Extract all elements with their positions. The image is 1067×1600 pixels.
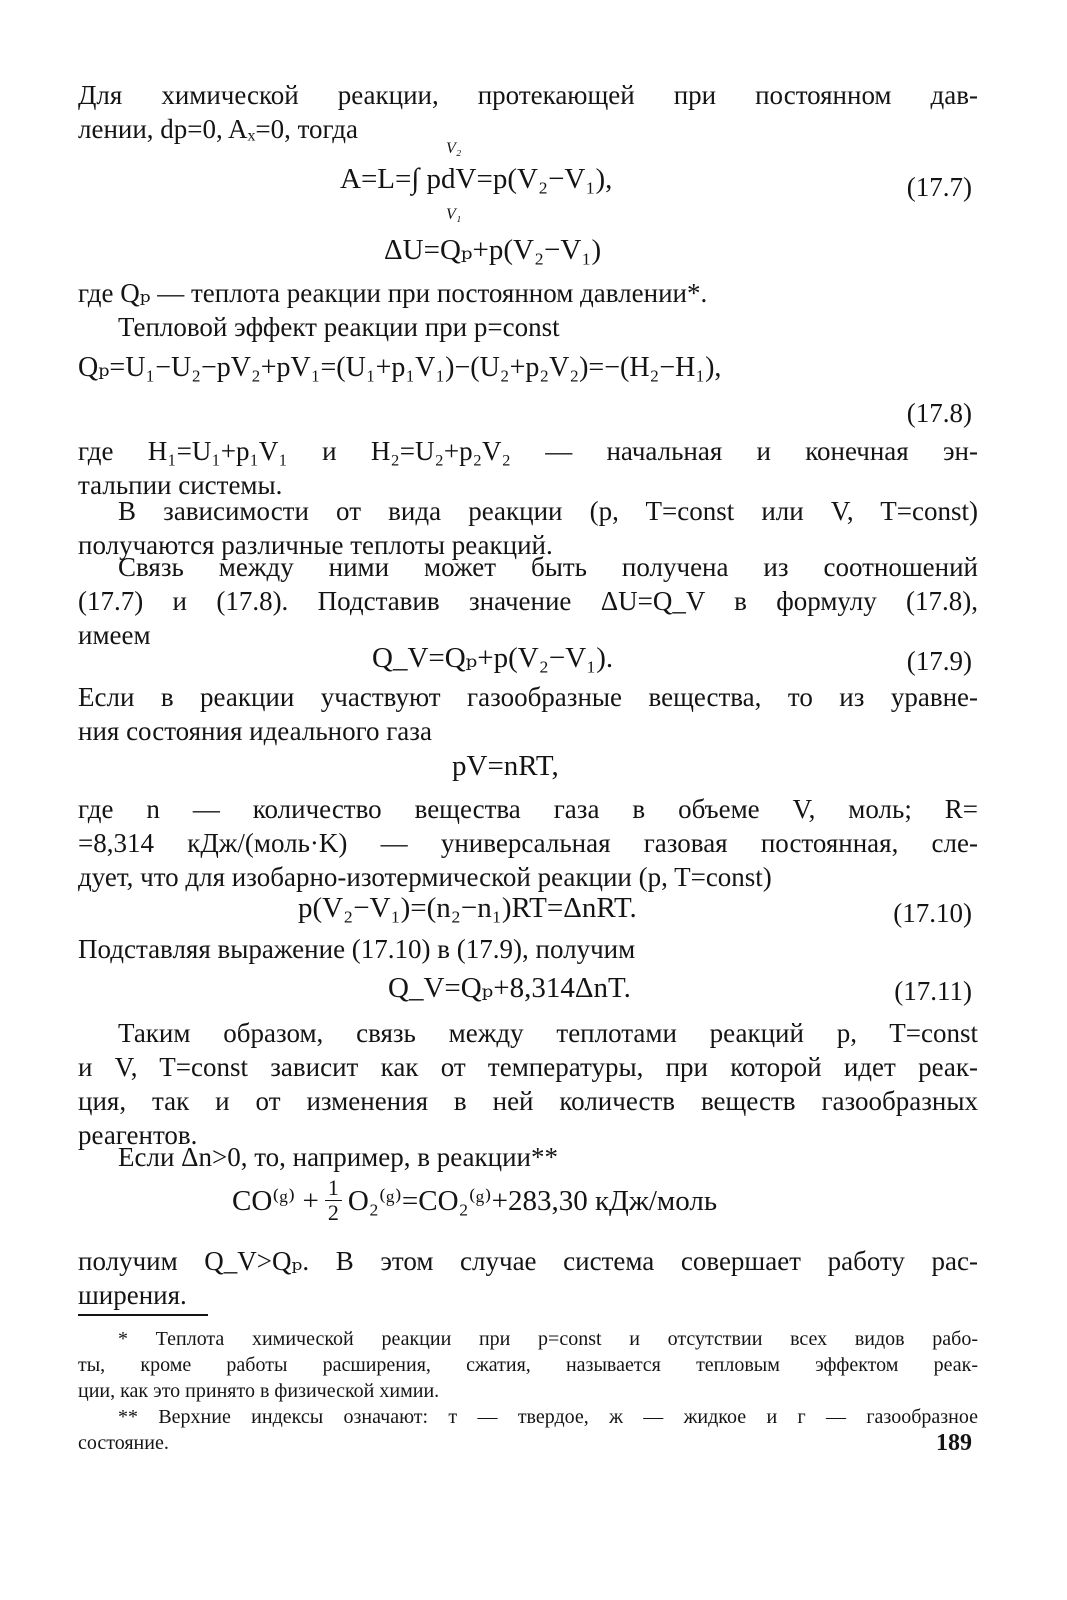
equation-co-combustion bbox=[232, 1176, 717, 1225]
page-number: 189 bbox=[936, 1430, 972, 1456]
paragraph-qp-definition bbox=[78, 276, 978, 344]
text-line: реагентов. bbox=[78, 1120, 198, 1150]
text-line: тальпии системы. bbox=[78, 470, 283, 500]
text-line: где H₁=U₁+p₁V₁ и H₂=U₂+p₂V₂ — начальная и конечная эн- bbox=[78, 436, 978, 466]
text-line: (17.7) и (17.8). Подставив значение ΔU=Q_V в формулу (17.8), bbox=[78, 586, 978, 616]
integral-lower-limit: V₁ bbox=[446, 206, 462, 223]
text-line: Если Δn>0, то, например, в реакции** bbox=[118, 1142, 558, 1172]
text-line: Тепловой эффект реакции при p=const bbox=[118, 312, 560, 342]
fraction-one-half bbox=[325, 1176, 342, 1225]
equation-17-10: p(V₂−V₁)=(n₂−n₁)RT=ΔnRT. bbox=[298, 892, 637, 924]
text-line: Таким образом, связь между теплотами реакций p, T=const bbox=[118, 1018, 978, 1048]
text-line: состояние. bbox=[78, 1432, 169, 1454]
paragraph-expansion-work bbox=[78, 1244, 978, 1312]
footnote-divider bbox=[78, 1314, 208, 1316]
text-line: ширения. bbox=[78, 1280, 187, 1310]
paragraph-example bbox=[78, 1140, 978, 1174]
fraction-numerator: 1 bbox=[325, 1176, 342, 1201]
integral-upper-limit: V₂ bbox=[446, 140, 462, 157]
paragraph-enthalpy bbox=[78, 434, 978, 502]
text-line: и V, T=const зависит как от температуры, при которой идет реак- bbox=[78, 1052, 978, 1082]
text-line: Для химической реакции, протекающей при постоянном дав- bbox=[78, 80, 978, 110]
reaction-left: CO⁽ᵍ⁾ + bbox=[232, 1185, 319, 1217]
text-line: где n — количество вещества газа в объеме V, моль; R= bbox=[78, 794, 978, 824]
reaction-right: O₂⁽ᵍ⁾=CO₂⁽ᵍ⁾+283,30 кДж/моль bbox=[347, 1185, 718, 1217]
text-line: Если в реакции участвуют газообразные вещества, то из уравне- bbox=[78, 682, 978, 712]
text-line: ния состояния идеального газа bbox=[78, 716, 432, 746]
equation-number: (17.9) bbox=[906, 646, 972, 676]
text-line: получаются различные теплоты реакций. bbox=[78, 530, 553, 560]
paragraph-gases bbox=[78, 680, 978, 748]
equation-17-8: Qₚ=U₁−U₂−pV₂+pV₁=(U₁+p₁V₁)−(U₂+p₂V₂)=−(H₂−H₁), bbox=[78, 352, 722, 383]
text-line: * Теплота химической реакции при p=const и отсутствии всех видов рабо- bbox=[118, 1328, 978, 1350]
text-line: ты, кроме работы расширения, сжатия, называется тепловым эффектом реак- bbox=[78, 1354, 978, 1376]
paragraph-conclusion bbox=[78, 1016, 978, 1152]
equation-ideal-gas: pV=nRT, bbox=[452, 750, 559, 782]
equation-number: (17.10) bbox=[893, 898, 972, 928]
text-line: Подставляя выражение (17.10) в (17.9), получим bbox=[78, 934, 636, 964]
footnote-2 bbox=[78, 1404, 978, 1456]
text-line: Связь между ними может быть получена из соотношений bbox=[118, 552, 978, 582]
text-line: дует, что для изобарно-изотермической реакции (p, T=const) bbox=[78, 862, 772, 892]
paragraph-substitution bbox=[78, 932, 978, 966]
text-line: имеем bbox=[78, 620, 151, 650]
text-line: ция, так и от изменения в ней количеств веществ газообразных bbox=[78, 1086, 978, 1116]
equation-number: (17.8) bbox=[906, 398, 972, 428]
equation-17-7: A=L=∫ pdV=p(V₂−V₁), bbox=[340, 163, 613, 195]
equation-number: (17.7) bbox=[906, 172, 972, 202]
equation-number: (17.11) bbox=[894, 976, 972, 1006]
text-line: =8,314 кДж/(моль·K) — универсальная газовая постоянная, сле- bbox=[78, 828, 978, 858]
equation-17-9: Q_V=Qₚ+p(V₂−V₁). bbox=[372, 642, 614, 674]
paragraph-relation bbox=[78, 550, 978, 652]
fraction-denominator: 2 bbox=[327, 1200, 339, 1225]
equation-17-11: Q_V=Qₚ+8,314ΔnT. bbox=[388, 972, 631, 1004]
paragraph-gas-constant bbox=[78, 792, 978, 894]
equation-17-7-delta-u: ΔU=Qₚ+p(V₂−V₁) bbox=[384, 234, 602, 266]
text-line: ** Верхние индексы означают: т — твердое, ж — жидкое и г — газообразное bbox=[118, 1406, 978, 1428]
text-line: ции, как это принято в физической химии. bbox=[78, 1380, 440, 1402]
paragraph-intro bbox=[78, 78, 978, 146]
text-line: лении, dp=0, Aₓ=0, тогда bbox=[78, 114, 358, 144]
text-line: В зависимости от вида реакции (p, T=const или V, T=const) bbox=[118, 496, 978, 526]
text-line: получим Q_V>Qₚ. В этом случае система совершает работу рас- bbox=[78, 1246, 978, 1276]
text-line: где Qₚ — теплота реакции при постоянном давлении*. bbox=[78, 278, 708, 308]
footnote-1 bbox=[78, 1326, 978, 1404]
